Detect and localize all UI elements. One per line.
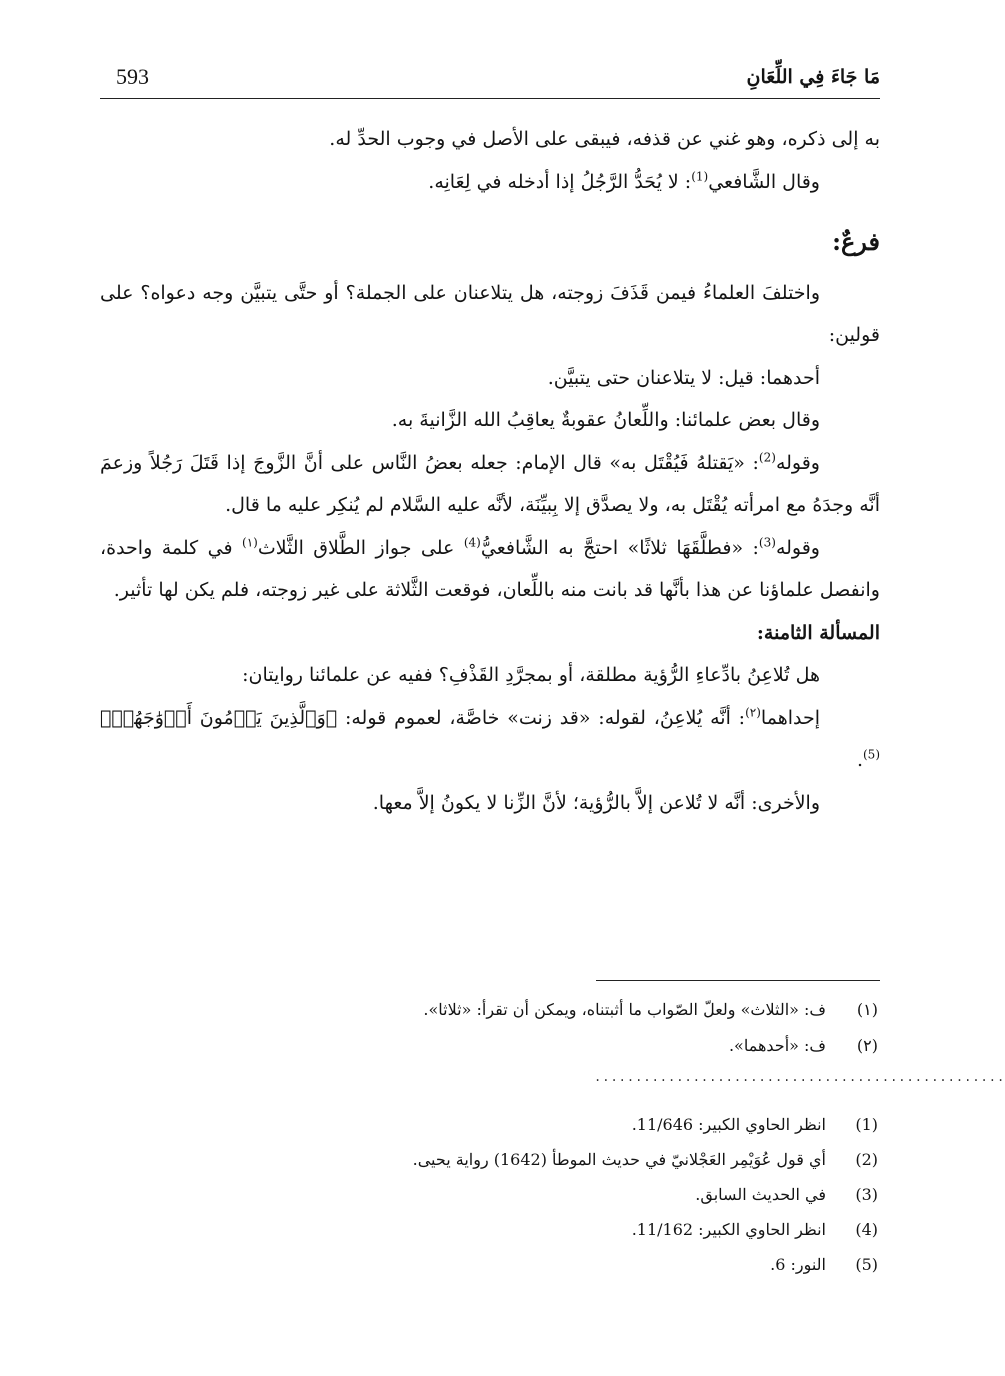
footnote-item [98,1177,878,1212]
footnote-text: ف: «الثلاث» ولعلّ الصّواب ما أثبتناه، ويمكن أن تقرأ: «ثلاثا». [423,1000,826,1019]
footnote-item [98,1212,878,1247]
footnote-item [98,1247,878,1282]
footnote-item [98,1028,878,1064]
footnote-text: انظر الحاوي الكبير: 11/646. [631,1115,826,1134]
footnote-item [98,1142,878,1177]
footnote-number: (١) [856,1000,878,1019]
footnote-number: (3) [855,1185,878,1204]
footnote-text: أي قول عُوَيْمِر العَجْلانيّ في حديث الموطأ (1642) رواية يحيى. [412,1150,826,1169]
footnote-ref: (٢) [745,705,761,720]
footnote-ref: (١) [242,535,258,550]
footnote-text: في الحديث السابق. [695,1185,826,1204]
footnote-text: انظر الحاوي الكبير: 11/162. [631,1220,826,1239]
paragraph: والأخرى: أنَّه لا تُلاعن إلاَّ بالرُّؤية؛ لأنَّ الزِّنا لا يكونُ إلاَّ معها. [372,791,820,814]
page-header [100,58,880,99]
paragraph: وقال بعض علمائنا: واللِّعانُ عقوبةٌ يعاقِبُ الله الزَّانيةَ به. [391,409,820,431]
footnote-number: (2) [855,1150,878,1169]
editor-footnotes [98,1107,878,1282]
footnote-number: (5) [855,1255,878,1274]
manuscript-footnotes [98,992,878,1064]
paragraph: هل تُلاعِنُ بادِّعاءِ الرُّؤية مطلقة، أو بمجرَّدِ القَذْفِ؟ ففيه عن علمائنا روايتان: [242,664,820,686]
paragraph: إحداهما$^{(٢)}$: أنَّه يُلاعِنُ، لقوله: «قد زنت» خاصَّة، لعموم قوله: ﴿وَٱلَّذِينَ يَرۡمُونَ أَزۡوَٰجَهُمۡ﴾$^{(5)}$. [100,705,880,771]
footnote-ref: (4) [463,535,481,550]
footnote-separator [596,980,880,981]
footnote-item [98,1107,878,1142]
footnote-text: ف: «أحدهما». [728,1036,826,1055]
main-text [100,118,880,824]
footnote-number: (4) [855,1220,878,1239]
footnote-number: (٢) [856,1036,878,1055]
paragraph: وقال الشَّافعي$^{(1)}$: لا يُحَدُّ الرَّجُلُ إذا أدخله في لِعَانِه. [428,169,820,193]
footnote-ref: (1) [691,169,709,184]
footnote-ref: (2) [758,450,776,465]
paragraph: أحدهما: قيل: لا يتلاعنان حتى يتبيَّن. [547,366,820,389]
page-number: 593 [116,64,149,89]
paragraph: وقوله$^{(3)}$: «فطلَّقَهَا ثلاثًا» احتجَّ به الشَّافعيُّ$^{(4)}$ على جواز الطَّلاق الثَّلاث$^{(١)}$ في كلمة واحدة، وانفصل علماؤنا عن هذا بأنَّها قد بانت منه باللِّعان، فوقعت الثَّلاثة على غير زوجته، فلم يكن لها تأثير. [100,535,880,601]
paragraph: وقوله$^{(2)}$: «يَقتلهُ فَيُقْتَل به» قال الإمام: جعله بعضُ النَّاس على أنَّ الزَّوجَ إذا قَتَلَ رَجُلاً وزعمَ أنَّه وجدَهُ مع امرأته يُقْتَل به، ولا يصدَّق إلا بِبيِّنَة، لأنَّه عليه السَّلام لم يُنكِر عليه ما قال. [100,450,880,516]
footnote-ref: (5) [862,747,880,762]
footnote-item [98,992,878,1028]
section-heading: المسألة الثامنة: [756,621,880,644]
dotted-separator: .................................................. [594,1070,1005,1084]
section-heading: فرعٌ: [832,227,880,256]
footnote-ref: (3) [758,535,776,550]
paragraph: واختلفَ العلماءُ فيمن قَذَفَ زوجته، هل يتلاعنان على الجملة؟ أو حتَّى يتبيَّن وجه دعواه؟ على قولين: [100,281,880,346]
running-title: مَا جَاءَ فِي اللِّعَانِ [746,66,880,88]
paragraph: به إلى ذكره، وهو غني عن قذفه، فيبقى على الأصل في وجوب الحدِّ له. [329,128,880,150]
footnote-text: النور: 6. [770,1255,826,1274]
footnote-number: (1) [855,1115,878,1134]
